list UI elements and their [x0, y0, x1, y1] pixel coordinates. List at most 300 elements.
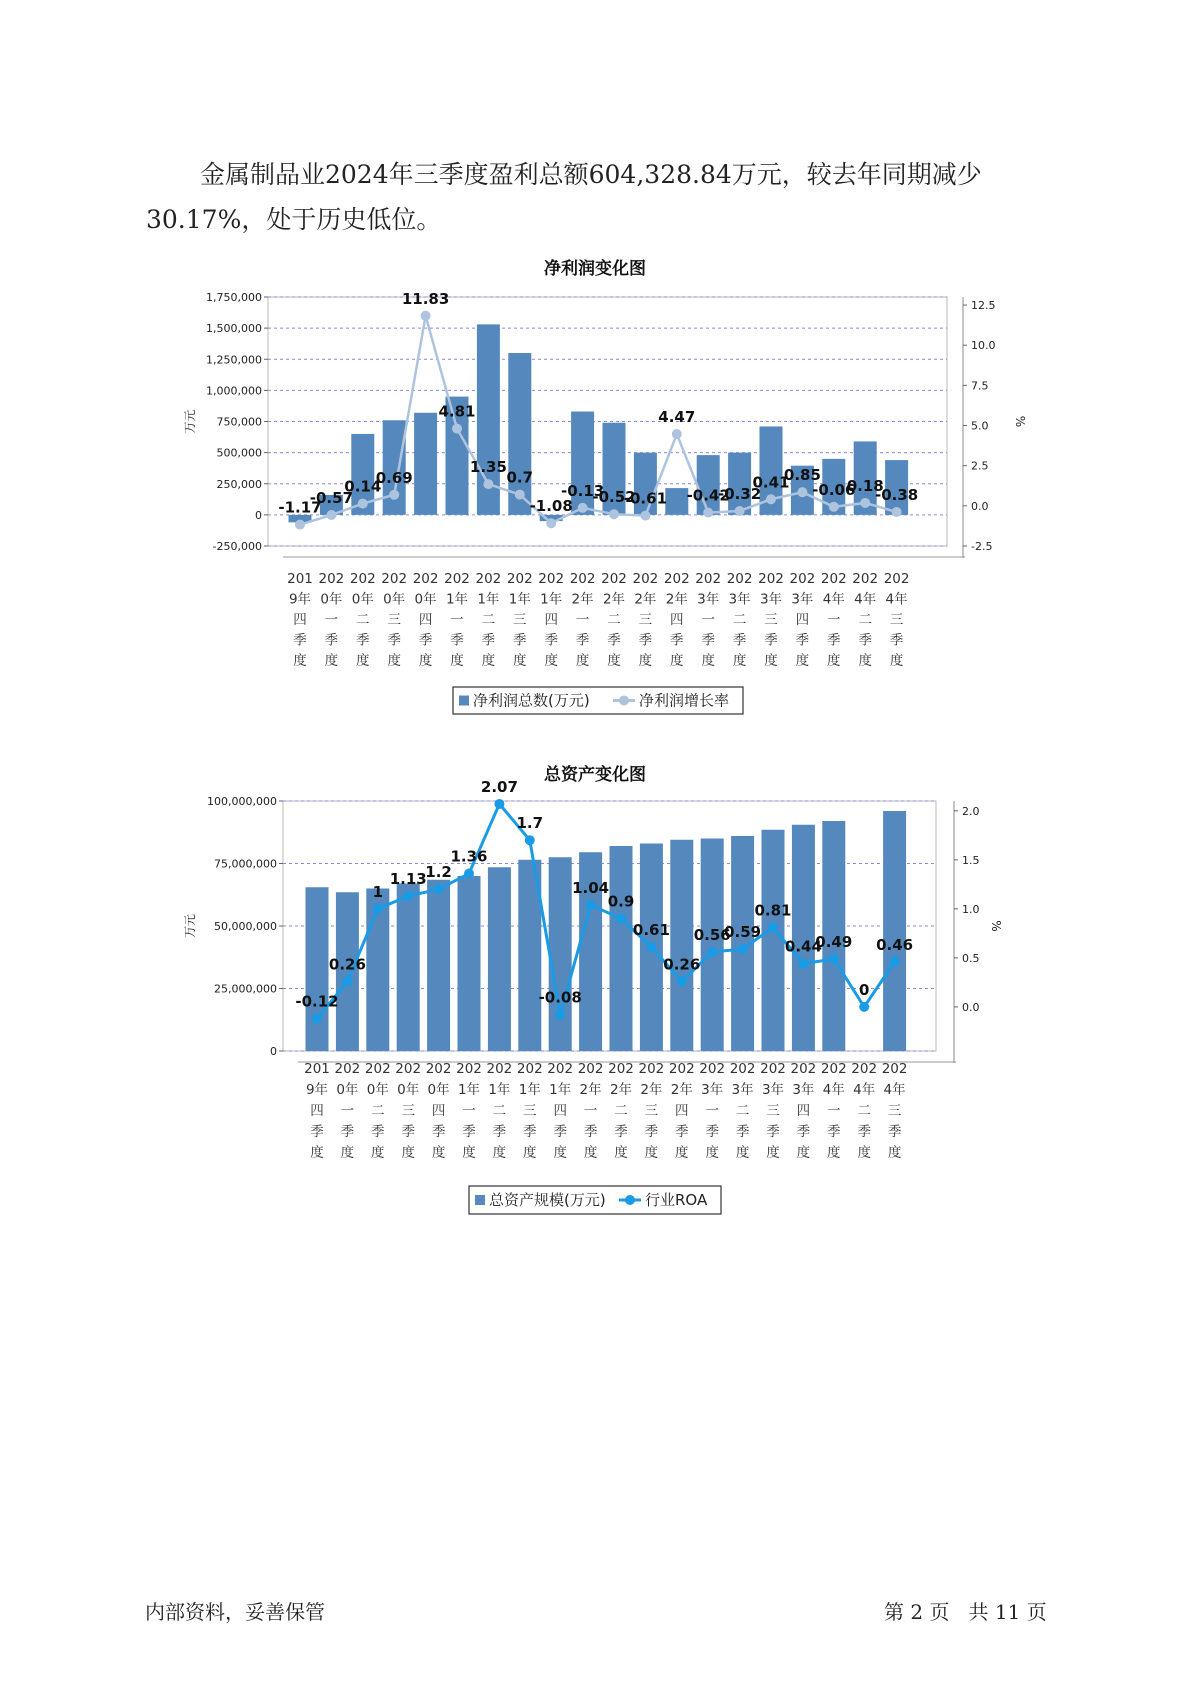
point-label: -0.38 [874, 485, 919, 504]
category-label: 度 [638, 653, 653, 669]
page-mid: 页 [929, 1600, 950, 1624]
category-label: 度 [401, 1145, 415, 1161]
category-label: 度 [705, 1145, 719, 1161]
category-label: 202 [444, 571, 470, 587]
bar [665, 488, 688, 515]
category-label: 度 [583, 1145, 598, 1161]
category-label: 202 [729, 1061, 756, 1077]
bar [762, 830, 785, 1051]
y-right-tick-label: 0.0 [962, 1000, 980, 1014]
line-point [464, 869, 474, 879]
legend-line-marker [625, 1195, 635, 1205]
category-label: 季 [462, 1124, 476, 1140]
point-label: 1 [372, 882, 384, 901]
point-label: -0.08 [538, 988, 582, 1007]
line-point [646, 942, 656, 952]
y-right-axis-title: % [1013, 415, 1027, 428]
category-label: 202 [699, 1061, 726, 1077]
category-label: 202 [881, 1061, 908, 1077]
line-point [768, 922, 778, 932]
category-label: 二 [607, 612, 621, 628]
point-label: 1.7 [516, 814, 544, 833]
category-label: 四 [675, 1103, 689, 1119]
category-label: 四 [796, 1103, 811, 1119]
category-label: 度 [431, 1145, 446, 1161]
category-label: 度 [827, 653, 841, 669]
category-label: 季 [644, 1124, 659, 1140]
category-label: 三 [401, 1103, 415, 1119]
category-label: 202 [820, 571, 847, 587]
category-label: 度 [732, 653, 747, 669]
category-label: 季 [887, 1124, 902, 1140]
category-label: 度 [324, 653, 339, 669]
category-label: 季 [293, 632, 307, 649]
line-point [434, 884, 444, 894]
category-label: 季 [701, 632, 715, 649]
point-label: 2.07 [480, 777, 518, 796]
bar [883, 811, 906, 1051]
y-left-tick-label: 0 [255, 508, 262, 522]
category-label: 度 [614, 1145, 628, 1161]
y-left-tick-label: 25,000,000 [214, 982, 277, 996]
category-label: 季 [766, 1124, 780, 1140]
total-assets-chart [0, 745, 1191, 1225]
line-point [860, 498, 870, 508]
y-left-tick-label: 1,750,000 [206, 291, 262, 304]
confidential-footer: 内部资料，妥善保管 [145, 1600, 325, 1624]
y-right-tick-label: 1.5 [962, 853, 980, 867]
point-label: 0.85 [783, 466, 821, 485]
point-label: -0.32 [717, 484, 762, 503]
y-left-tick-label: 1,250,000 [206, 353, 262, 367]
point-label: 0.69 [375, 468, 413, 487]
line-point [515, 490, 525, 500]
category-label: 度 [644, 1145, 659, 1161]
point-label: 0.14 [344, 477, 382, 496]
y-left-tick-label: 0 [270, 1045, 277, 1058]
category-label: 4年 [883, 1082, 906, 1098]
category-label: 4年 [854, 591, 877, 608]
category-label: 202 [412, 571, 439, 587]
line-point [421, 311, 431, 321]
category-label: 202 [663, 571, 690, 587]
bar [697, 455, 720, 515]
point-label: 1.36 [450, 847, 488, 866]
category-label: 二 [614, 1103, 628, 1119]
category-label: 季 [401, 1124, 415, 1140]
y-right-tick-label: 12.5 [971, 299, 996, 313]
legend-item-bar: 总资产规模(万元) [489, 1191, 606, 1209]
bar [397, 884, 420, 1052]
y-left-tick-label: 100,000,000 [207, 795, 277, 808]
category-label: 202 [475, 571, 502, 587]
category-label: 季 [858, 632, 872, 649]
category-label: 三 [523, 1103, 537, 1119]
category-label: 202 [608, 1061, 634, 1077]
category-label: 度 [462, 1145, 476, 1161]
category-label: 度 [827, 1145, 841, 1161]
category-label: 202 [318, 571, 345, 587]
category-label: 202 [456, 1061, 482, 1077]
category-label: 0年 [414, 591, 437, 608]
category-label: 季 [513, 632, 527, 649]
category-label: 度 [735, 1145, 750, 1161]
category-label: 3年 [728, 591, 751, 608]
category-label: 季 [450, 632, 464, 649]
category-label: 2年 [634, 591, 657, 608]
category-label: 0年 [320, 591, 343, 608]
category-label: 度 [675, 1145, 689, 1161]
category-label: 季 [732, 632, 747, 649]
category-label: 度 [857, 1145, 871, 1161]
y-right-tick-label: 7.5 [971, 379, 989, 393]
category-label: 202 [364, 1061, 391, 1077]
category-label: 9年 [305, 1082, 329, 1098]
category-label: 度 [492, 1145, 507, 1161]
category-label: 3年 [697, 591, 720, 608]
category-label: 202 [601, 571, 627, 587]
point-label: 0.26 [663, 955, 701, 974]
category-label: 度 [766, 1145, 780, 1161]
category-label: 季 [575, 632, 590, 649]
line-point [829, 954, 839, 964]
bar [670, 840, 693, 1051]
line-point [555, 1010, 565, 1020]
line-point [525, 835, 535, 845]
category-label: 1年 [508, 591, 531, 608]
line-point [735, 506, 745, 516]
category-label: 度 [523, 1145, 537, 1161]
category-label: 度 [310, 1145, 324, 1161]
category-label: 四 [310, 1103, 324, 1119]
page-total: 11 [994, 1600, 1021, 1624]
category-label: 3年 [761, 1082, 785, 1098]
category-label: 季 [889, 632, 904, 649]
page-number-footer [884, 1596, 1047, 1625]
point-label: -0.61 [623, 489, 668, 508]
category-label: 202 [569, 571, 596, 587]
bar [701, 839, 724, 1052]
category-label: 四 [418, 612, 433, 628]
line-point [892, 507, 902, 517]
point-label: -1.17 [278, 498, 322, 517]
bar [458, 876, 481, 1051]
line-point [494, 799, 504, 809]
category-label: 1年 [549, 1082, 572, 1098]
line-point [829, 502, 839, 512]
y-right-tick-label: 0.0 [971, 499, 989, 513]
category-label: 一 [827, 612, 841, 628]
category-label: 202 [758, 571, 784, 587]
point-label: 0.44 [784, 937, 822, 956]
category-label: 季 [827, 1124, 841, 1140]
category-label: 季 [481, 632, 496, 649]
category-label: 度 [544, 653, 558, 669]
legend-bar-swatch [459, 696, 469, 706]
category-label: 202 [883, 571, 910, 587]
category-label: 202 [820, 1061, 847, 1077]
bar [306, 887, 329, 1051]
line-point [483, 479, 493, 489]
line-point [707, 947, 717, 957]
category-label: 202 [632, 571, 659, 587]
category-label: 3年 [731, 1082, 754, 1098]
legend-line-marker [619, 696, 629, 706]
category-label: 202 [349, 571, 376, 587]
category-label: 四 [553, 1103, 567, 1119]
category-label: 201 [287, 571, 313, 587]
summary-line-2: 30.17%，处于历史低位。 [146, 205, 442, 234]
point-label: 0.56 [693, 925, 731, 944]
category-label: 一 [705, 1103, 719, 1119]
y-right-tick-label: -2.5 [971, 540, 993, 553]
line-point [452, 424, 462, 434]
category-label: 度 [387, 653, 401, 669]
y-left-tick-label: 1,500,000 [206, 322, 262, 336]
category-label: 202 [381, 571, 408, 587]
category-label: 202 [726, 571, 753, 587]
category-label: 二 [732, 612, 747, 628]
point-label: 0.61 [632, 921, 670, 940]
category-label: 一 [583, 1103, 598, 1119]
y-left-tick-label: 250,000 [216, 477, 262, 491]
category-label: 度 [858, 653, 872, 669]
page-prefix: 第 [884, 1600, 904, 1624]
category-label: 2年 [640, 1082, 663, 1098]
category-label: 季 [607, 632, 621, 649]
category-label: 度 [356, 653, 370, 669]
category-label: 3年 [791, 591, 814, 608]
category-label: 季 [675, 1124, 689, 1140]
category-label: 三 [513, 612, 527, 628]
point-label: 4.47 [658, 408, 696, 427]
category-label: 度 [513, 653, 527, 669]
line-point [672, 429, 682, 439]
category-label: 度 [371, 1145, 385, 1161]
category-label: 2年 [579, 1082, 602, 1098]
point-label: 11.83 [401, 289, 450, 308]
category-label: 2年 [609, 1082, 633, 1098]
category-label: 202 [695, 571, 722, 587]
point-label: 0.26 [328, 955, 366, 974]
legend-bar-swatch [475, 1195, 485, 1205]
category-label: 度 [450, 653, 464, 669]
category-label: 1年 [457, 1082, 481, 1098]
y-right-tick-label: 2.5 [971, 459, 989, 473]
category-label: 一 [575, 612, 590, 628]
category-label: 度 [764, 653, 778, 669]
category-label: 202 [395, 1061, 422, 1077]
line-point [890, 957, 900, 967]
line-point [797, 487, 807, 497]
category-label: 9年 [288, 591, 312, 608]
legend-item-line: 行业ROA [645, 1191, 708, 1209]
category-label: 季 [387, 632, 401, 649]
point-label: 1.35 [469, 458, 507, 477]
point-label: -0.57 [309, 488, 354, 507]
category-label: 季 [340, 1124, 355, 1140]
line-point [798, 959, 808, 969]
category-label: 季 [431, 1124, 446, 1140]
category-label: 季 [553, 1124, 567, 1140]
category-label: 202 [789, 571, 816, 587]
category-label: 3年 [759, 591, 783, 608]
category-label: 0年 [366, 1082, 389, 1098]
category-label: 季 [544, 632, 558, 649]
legend-item-line: 净利润增长率 [639, 691, 730, 710]
category-label: 0年 [427, 1082, 450, 1098]
category-label: 季 [764, 632, 778, 649]
line-point [326, 510, 336, 520]
line-point [609, 509, 619, 519]
y-right-tick-label: 2.0 [962, 804, 980, 818]
line-point [640, 511, 650, 521]
category-label: 度 [340, 1145, 355, 1161]
category-label: 二 [858, 612, 872, 628]
chart-title: 净利润变化图 [544, 259, 646, 279]
category-label: 202 [668, 1061, 695, 1077]
category-label: 季 [614, 1124, 628, 1140]
category-label: 4年 [822, 1082, 845, 1098]
category-label: 度 [553, 1145, 567, 1161]
category-label: 季 [705, 1124, 719, 1140]
category-label: 季 [795, 632, 810, 649]
y-left-tick-label: -250,000 [212, 540, 262, 553]
chart-title: 总资产变化图 [544, 765, 646, 785]
point-label: 0.18 [846, 476, 884, 495]
category-label: 202 [760, 1061, 786, 1077]
category-label: 202 [538, 571, 565, 587]
category-label: 三 [644, 1103, 659, 1119]
category-label: 202 [638, 1061, 665, 1077]
point-label: -0.06 [812, 480, 856, 499]
category-label: 202 [790, 1061, 817, 1077]
category-label: 季 [418, 632, 433, 649]
line-point [586, 900, 596, 910]
category-label: 1年 [488, 1082, 511, 1098]
line-point [546, 518, 556, 528]
point-label: -0.52 [592, 488, 636, 507]
category-label: 季 [670, 632, 684, 649]
y-left-axis-title: 万元 [183, 913, 197, 939]
category-label: 2年 [602, 591, 626, 608]
line-point [342, 976, 352, 986]
category-label: 一 [462, 1103, 476, 1119]
category-label: 1年 [518, 1082, 541, 1098]
line-point [295, 520, 305, 530]
category-label: 度 [418, 653, 433, 669]
category-label: 度 [293, 653, 307, 669]
category-label: 4年 [853, 1082, 876, 1098]
y-left-tick-label: 500,000 [216, 446, 262, 460]
line-point [738, 944, 748, 954]
category-label: 一 [450, 612, 464, 628]
point-label: 4.81 [438, 402, 476, 421]
category-label: 季 [583, 1124, 598, 1140]
category-label: 202 [577, 1061, 604, 1077]
category-label: 季 [796, 1124, 811, 1140]
category-label: 一 [701, 612, 715, 628]
category-label: 度 [887, 1145, 902, 1161]
category-label: 1年 [445, 591, 469, 608]
category-label: 度 [670, 653, 684, 669]
line-point [616, 914, 626, 924]
category-label: 一 [827, 1103, 841, 1119]
line-point [766, 494, 776, 504]
category-label: 三 [766, 1103, 780, 1119]
legend-item-bar: 净利润总数(万元) [473, 691, 590, 710]
category-label: 季 [857, 1124, 871, 1140]
category-label: 0年 [351, 591, 374, 608]
category-label: 201 [304, 1061, 330, 1077]
category-label: 四 [293, 612, 307, 628]
category-label: 度 [481, 653, 496, 669]
point-label: 0.49 [815, 932, 853, 951]
line-point [373, 904, 383, 914]
category-label: 二 [857, 1103, 871, 1119]
category-label: 四 [431, 1103, 446, 1119]
category-label: 一 [340, 1103, 355, 1119]
point-label: 0.41 [752, 473, 790, 492]
category-label: 二 [735, 1103, 750, 1119]
category-label: 3年 [701, 1082, 724, 1098]
bar [728, 453, 751, 515]
category-label: 季 [356, 632, 370, 649]
y-right-tick-label: 1.0 [962, 902, 980, 916]
category-label: 度 [795, 653, 810, 669]
category-label: 二 [356, 612, 370, 628]
category-label: 202 [506, 571, 533, 587]
point-label: -0.12 [295, 992, 339, 1011]
line-point [403, 891, 413, 901]
category-label: 三 [387, 612, 401, 628]
bar [488, 867, 511, 1051]
y-right-axis-title: % [989, 920, 1003, 932]
category-label: 202 [852, 571, 879, 587]
line-point [859, 1002, 869, 1012]
line-point [389, 490, 399, 500]
category-label: 季 [310, 1124, 324, 1140]
y-left-tick-label: 1,000,000 [206, 384, 262, 398]
category-label: 202 [486, 1061, 513, 1077]
line-point [358, 499, 368, 509]
category-label: 4年 [885, 591, 908, 608]
category-label: 二 [371, 1103, 385, 1119]
y-left-tick-label: 50,000,000 [214, 920, 277, 933]
category-label: 202 [334, 1061, 361, 1077]
bar [383, 420, 406, 515]
category-label: 三 [887, 1103, 902, 1119]
category-label: 2年 [670, 1082, 693, 1098]
category-label: 三 [764, 612, 778, 628]
page-total-label: 共 [968, 1600, 989, 1624]
page-current: 2 [910, 1600, 924, 1624]
point-label: 1.13 [389, 870, 427, 889]
category-label: 0年 [336, 1082, 359, 1098]
category-label: 四 [795, 612, 810, 628]
category-label: 季 [523, 1124, 537, 1140]
bar [607, 846, 635, 1051]
y-left-tick-label: 750,000 [216, 415, 262, 429]
line-point [703, 508, 713, 518]
y-left-axis-title: 万元 [183, 409, 197, 434]
point-label: -0.42 [686, 486, 730, 505]
category-label: 3年 [792, 1082, 815, 1098]
y-right-tick-label: 5.0 [971, 419, 989, 433]
category-label: 2年 [571, 591, 594, 608]
category-label: 度 [575, 653, 590, 669]
bar [549, 857, 572, 1051]
